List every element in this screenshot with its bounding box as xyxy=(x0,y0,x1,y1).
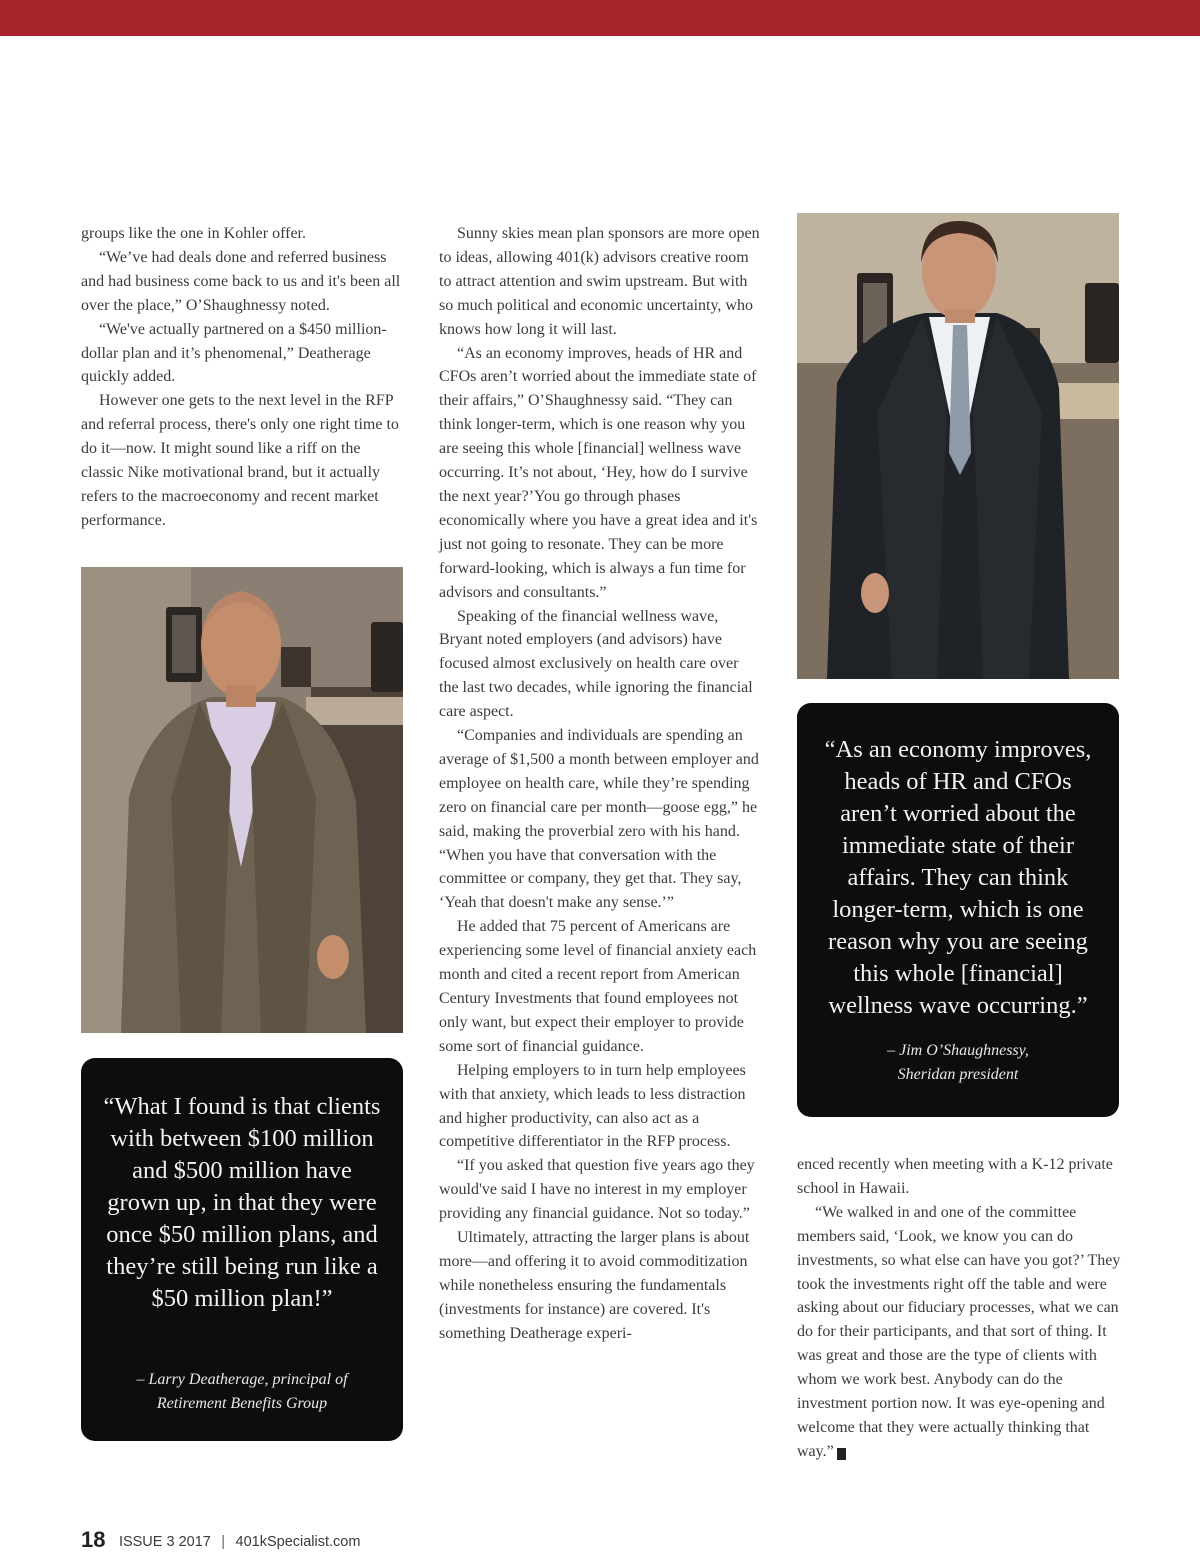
paragraph xyxy=(797,1201,1121,1464)
page-number: 18 xyxy=(81,1527,106,1552)
paragraph: Speaking of the financial wellness wave, Bryant noted employers (and advisors) have focused almost exclusively on health care over the last two decades, while ignoring the financial care aspect. xyxy=(439,607,753,721)
attribution-line: Sheridan president xyxy=(897,1066,1019,1083)
attribution-line: Retirement Benefits Group xyxy=(156,1395,328,1412)
paragraph-text: “We walked in and one of the committee members said, ‘Look, we know you can do investments, so what else can have you got?’ They took the investments right off the table and were asking about our fiduciary processes, what we can do for their participants, and that sort of thing. It was great and those are the type of clients with whom we work best. Anybody can do the investment portion now. It was eye-opening and welcome that they were actually thinking that way.” xyxy=(797,1203,1121,1460)
paragraph: However one gets to the next level in the RFP and referral process, there's only one right time to do it—now. It might sound like a riff on the classic Nike motivational brand, but it actually refers to the macroeconomy and recent market performance. xyxy=(81,392,399,529)
website-link[interactable]: 401kSpecialist.com xyxy=(235,1534,361,1550)
paragraph: enced recently when meeting with a K-12 private school in Hawaii. xyxy=(797,1156,1113,1197)
paragraph: “If you asked that question five years ago they would've said I have no interest in my employer providing any financial guidance. Not so today.” xyxy=(439,1157,755,1223)
pull-quote-deatherage xyxy=(81,1058,403,1441)
end-of-article-mark: K xyxy=(837,1448,846,1460)
issue-label: ISSUE 3 2017 xyxy=(118,1534,211,1550)
article-column-2 xyxy=(439,222,761,1346)
pull-quote-oshaughnessy xyxy=(797,703,1119,1117)
pull-quote-text: “As an economy improves, heads of HR and CFOs aren’t worried about the immediate state of their affairs. They can think longer-term, which is one reason why you are seeing this whole [financial] wellness wave occurring.” xyxy=(824,736,1092,1019)
portrait-illustration xyxy=(81,567,403,1033)
photo-jim-oshaughnessy xyxy=(797,213,1119,679)
pull-quote-attribution xyxy=(91,1368,393,1416)
paragraph: Sunny skies mean plan sponsors are more open to ideas, allowing 401(k) advisors creative room to attract attention and swim upstream. But with so much political and economic uncertainty, who knows how long it will last. xyxy=(439,225,760,338)
attribution-line: – Jim O’Shaughnessy, xyxy=(887,1042,1029,1059)
pull-quote-attribution xyxy=(807,1039,1109,1087)
article-column-3 xyxy=(797,1153,1121,1464)
photo-larry-deatherage xyxy=(81,567,403,1033)
paragraph: He added that 75 percent of Americans are experiencing some level of financial anxiety each month and cited a recent report from American Century Investments that found employees not only want, but expect their employer to provide some sort of financial guidance. xyxy=(439,918,757,1055)
footer-separator: | xyxy=(221,1534,226,1550)
paragraph: Ultimately, attracting the larger plans is about more—and offering it to avoid commoditization while nonetheless ensuring the fundamentals (investments for instance) are covered. It's something Deatherage experi- xyxy=(439,1229,750,1342)
article-column-1 xyxy=(81,222,403,533)
paragraph: “We've actually partnered on a $450 million-dollar plan and it’s phenomenal,” Deatherage quickly added. xyxy=(81,320,387,386)
paragraph: “As an economy improves, heads of HR and CFOs aren’t worried about the immediate state of their affairs,” O’Shaughnessy said. “They can think longer-term, which is one reason why you are seeing this whole [financial] wellness wave occurring. It’s not about, ‘Hey, how do I survive the next year?’You go through phases economically where you have a great idea and it's just not going to resonate. They can be more forward-looking, which is always a fun time for advisors and consultants.” xyxy=(439,344,758,601)
attribution-line: – Larry Deatherage, principal of xyxy=(136,1371,348,1388)
paragraph: groups like the one in Kohler offer. xyxy=(81,225,306,242)
paragraph: “We’ve had deals done and referred business and had business come back to us and it's been all over the place,” O’Shaughnessy noted. xyxy=(81,248,401,314)
paragraph: “Companies and individuals are spending an average of $1,500 a month between employer and employee on health care, while they’re spending zero on financial care per month—goose egg,” he said, making the proverbial zero with his hand. “When you have that conversation with the committee or company, they get that. They say, ‘Yeah that doesn't make any sense.’” xyxy=(439,727,759,912)
page-footer xyxy=(81,1527,360,1553)
pull-quote-text: “What I found is that clients with between $100 million and $500 million have grown up, in that they were once $50 million plans, and they’re still being run like a $50 million plan!” xyxy=(103,1093,381,1312)
top-accent-bar xyxy=(0,0,1200,36)
portrait-illustration xyxy=(797,213,1119,679)
paragraph: Helping employers to in turn help employees with that anxiety, which leads to less distraction and higher productivity, can also act as a competitive differentiator in the RFP process. xyxy=(439,1061,746,1151)
